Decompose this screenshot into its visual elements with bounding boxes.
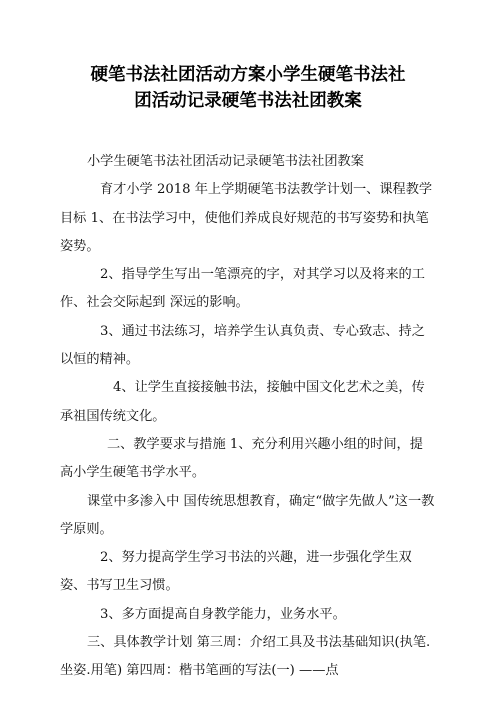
paragraph: 三、具体教学计划 第三周：介绍工具及书法基础知识(执笔.坐姿.用笔) 第四周：楷书笔画的写法(一) ——点 [60,635,431,679]
paragraph: 二、教学要求与措施 1、充分利用兴趣小组的时间，提高小学生硬笔书学水平。 [60,436,423,481]
paragraph: 3、通过书法练习，培养学生认真负责、专心致志、持之以恒的精神。 [60,323,425,368]
paragraph: 4、让学生直接接触书法，接触中国文化艺术之美，传承祖国传统文化。 [60,380,425,424]
document-body [60,148,436,686]
paragraph: 3、多方面提高自身教学能力，业务水平。 [100,606,346,622]
paragraph: 育才小学 2018 年上学期硬笔书法教学计划一、课程教学目标 1、在书法学习中，使他们养成良好规范的书写姿势和执笔姿势。 [60,182,433,254]
paragraph: 2、指导学生写出一笔漂亮的字，对其学习以及将来的工作、社会交际起到 深远的影响。 [60,267,425,311]
paragraph: 课堂中多渗入中 国传统思想教育，确定“做字先做人”这一教学原则。 [60,493,435,537]
document-title [50,62,446,114]
paragraph: 2、努力提高学生学习书法的兴趣，进一步强化学生双姿、书写卫生习惯。 [60,550,412,594]
title-line-2: 团活动记录硬笔书法社团教案 [134,91,362,111]
paragraph: 小学生硬笔书法社团活动记录硬笔书法社团教案 [87,154,364,169]
title-line-1: 硬笔书法社团活动方案小学生硬笔书法社 [90,65,406,85]
